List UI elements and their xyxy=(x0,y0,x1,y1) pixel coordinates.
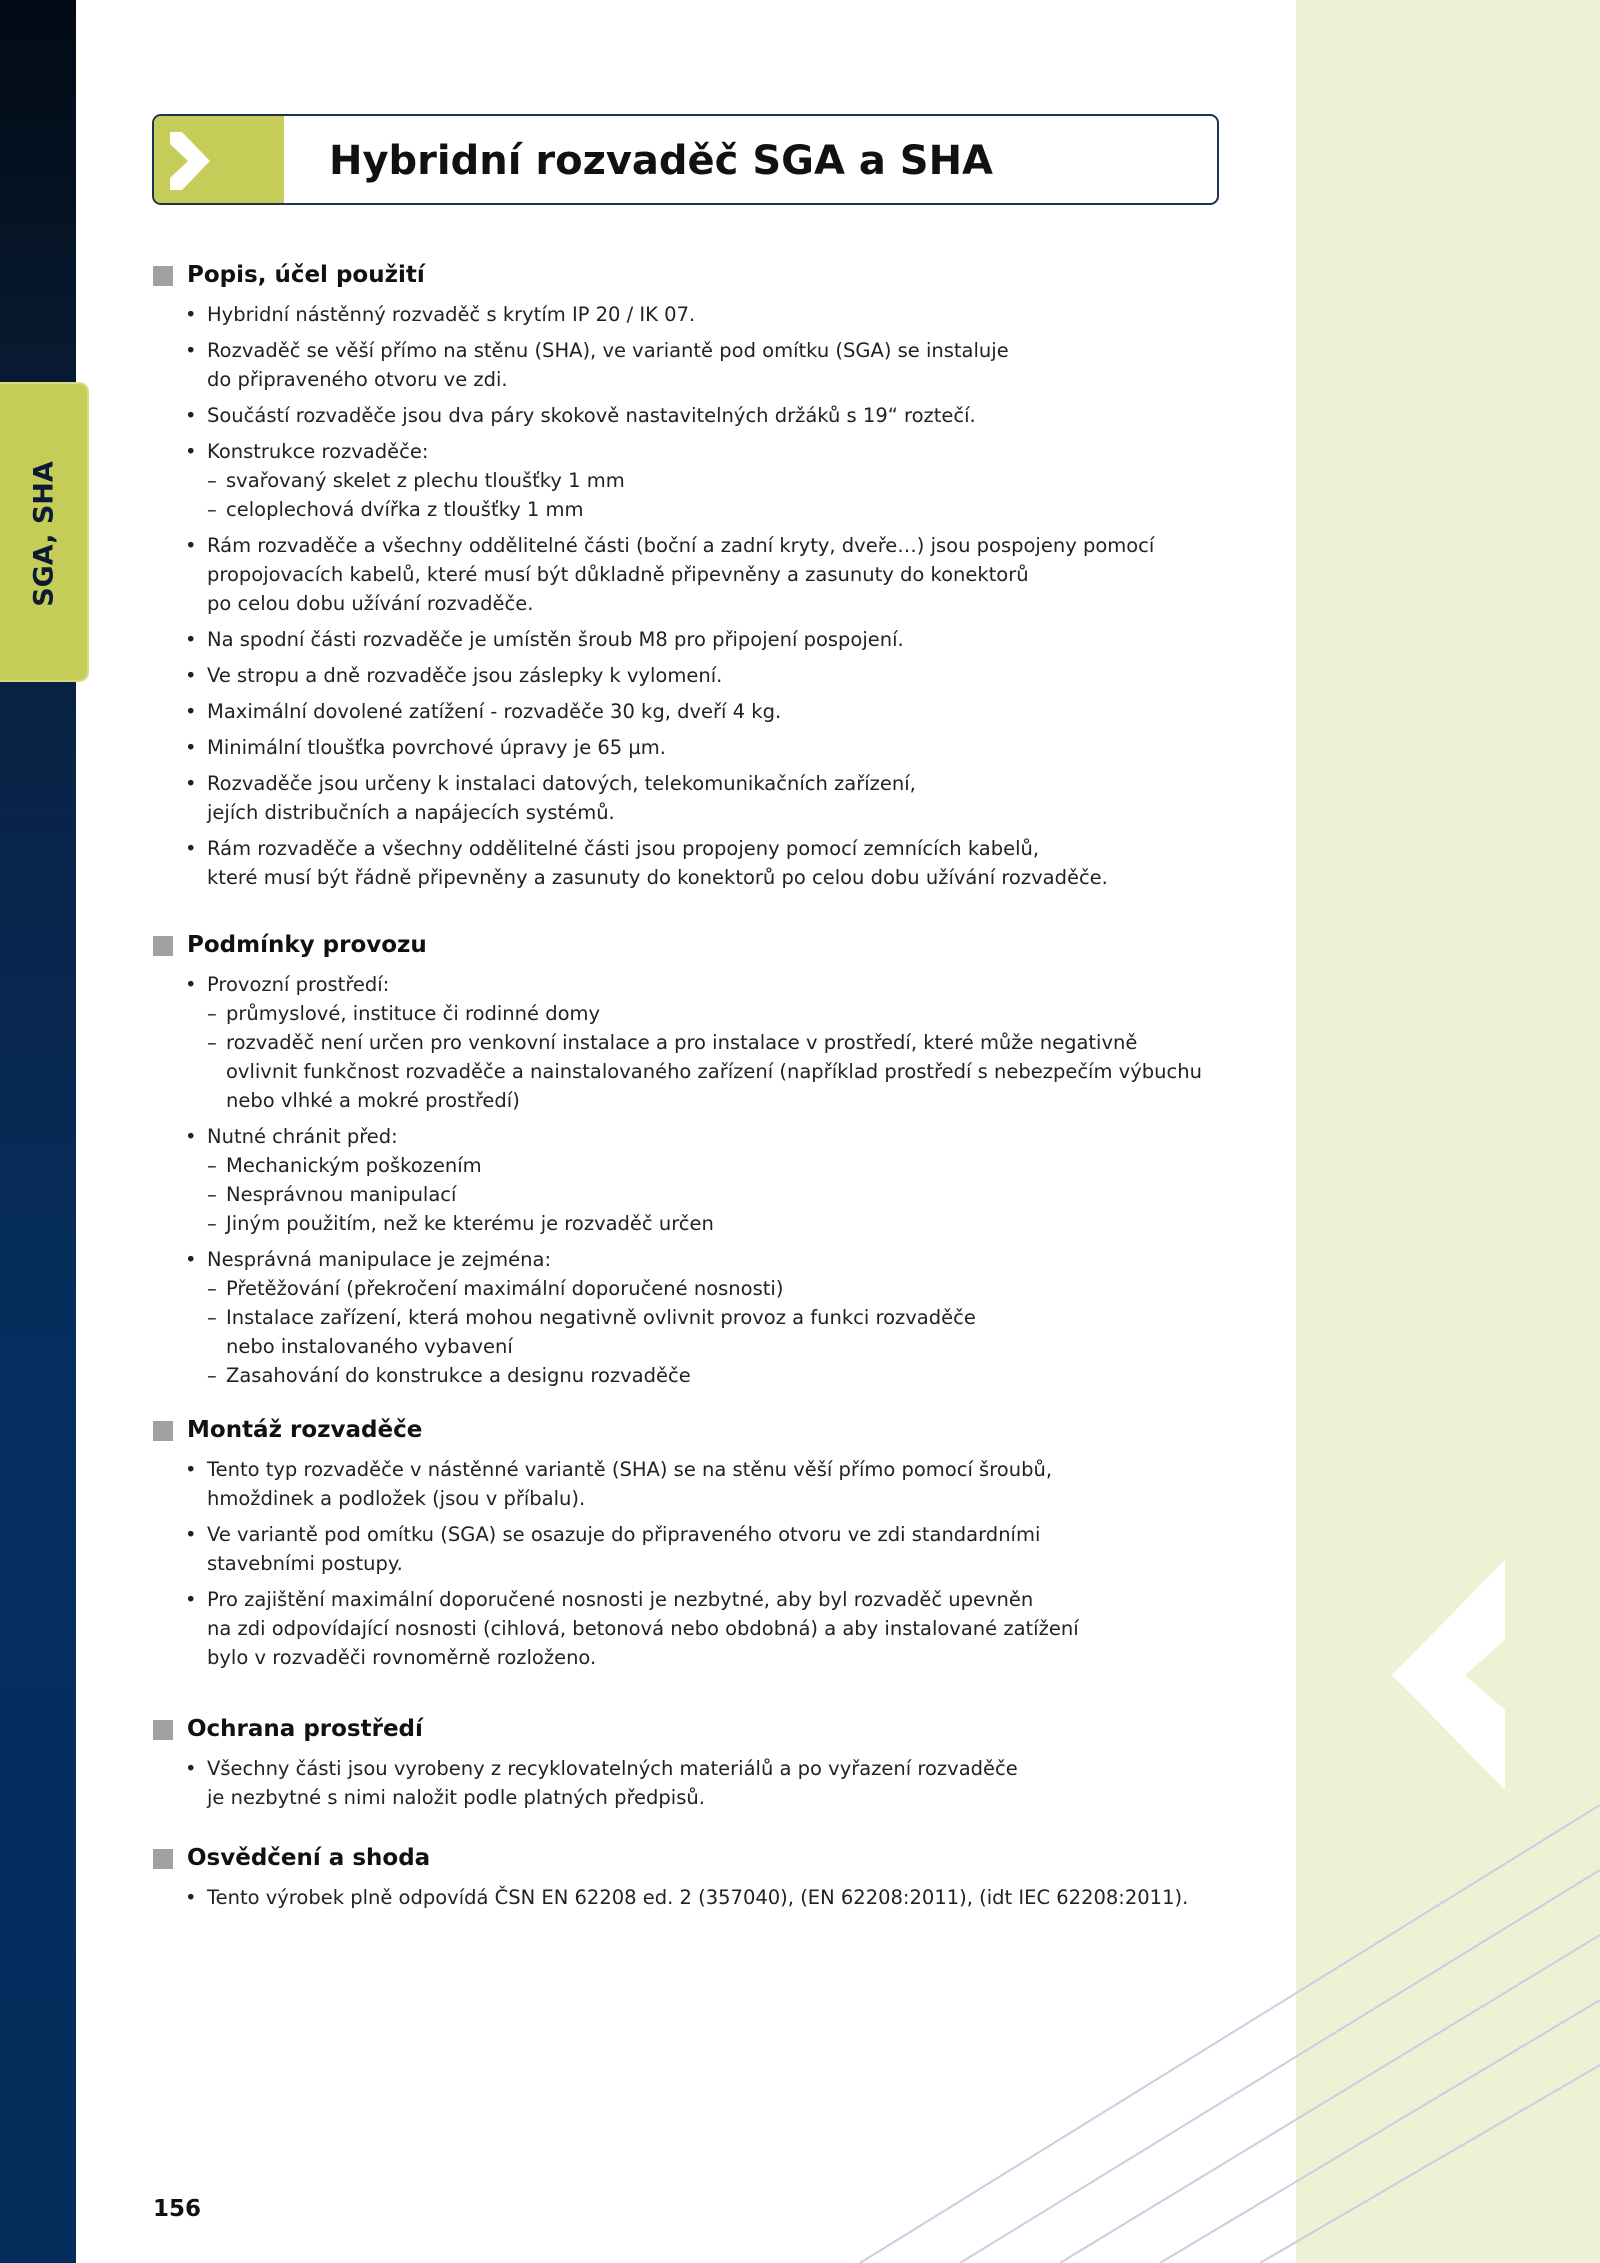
chevron-right-icon xyxy=(170,132,210,190)
square-bullet-icon xyxy=(153,936,173,956)
list-item-text: do připraveného otvoru ve zdi. xyxy=(207,368,508,391)
bullet-icon: • xyxy=(185,973,197,996)
page-number: 156 xyxy=(153,2196,202,2222)
title-banner xyxy=(152,114,1219,205)
chevron-left-icon xyxy=(1392,1560,1505,1790)
dash-icon: – xyxy=(207,469,217,492)
section-podminky xyxy=(153,932,1273,1397)
bullet-icon: • xyxy=(185,1248,197,1271)
sub-item-text: průmyslové, instituce či rodinné domy xyxy=(226,1002,601,1025)
bullet-icon: • xyxy=(185,1125,197,1148)
list-item-text: Nutné chránit před: xyxy=(207,1125,398,1148)
list-item xyxy=(153,531,1273,618)
section-montaz xyxy=(153,1417,1273,1679)
sub-item xyxy=(207,495,1273,524)
sub-item-text: svařovaný skelet z plechu tloušťky 1 mm xyxy=(226,469,625,492)
section-heading-row xyxy=(153,932,1273,964)
side-tab-label: SGA, SHA xyxy=(28,461,60,607)
bullet-list xyxy=(153,1883,1273,1912)
list-item xyxy=(153,697,1273,726)
bullet-icon: • xyxy=(185,1588,197,1611)
sub-item xyxy=(207,1180,1273,1209)
header-chevron-box xyxy=(154,116,284,203)
bullet-icon: • xyxy=(185,404,197,427)
list-item xyxy=(153,1455,1273,1513)
list-item xyxy=(153,300,1273,329)
sub-item xyxy=(207,466,1273,495)
list-item xyxy=(153,1883,1273,1912)
section-heading-row xyxy=(153,1417,1273,1449)
list-item-text: Na spodní části rozvaděče je umístěn šroub M8 pro připojení pospojení. xyxy=(207,628,904,651)
list-item-text: Všechny části jsou vyrobeny z recyklovatelných materiálů a po vyřazení rozvaděče xyxy=(207,1757,1018,1780)
list-item xyxy=(153,401,1273,430)
dash-icon: – xyxy=(207,1306,217,1329)
list-item-text: Pro zajištění maximální doporučené nosnosti je nezbytné, aby byl rozvaděč upevněn xyxy=(207,1588,1034,1611)
list-item-text: Maximální dovolené zatížení - rozvaděče 30 kg, dveří 4 kg. xyxy=(207,700,782,723)
sub-item xyxy=(207,1303,1273,1332)
sub-item-text: Mechanickým poškozením xyxy=(226,1154,482,1177)
sub-item xyxy=(207,1209,1273,1238)
dash-icon: – xyxy=(207,1154,217,1177)
sub-item-text: Nesprávnou manipulací xyxy=(226,1183,457,1206)
list-item-text: jejích distribučních a napájecích systémů. xyxy=(207,801,615,824)
list-item xyxy=(153,970,1273,1115)
bullet-list xyxy=(153,1455,1273,1672)
section-heading-row xyxy=(153,262,1273,294)
section-heading: Podmínky provozu xyxy=(187,932,427,958)
sub-item xyxy=(207,1274,1273,1303)
bullet-list xyxy=(153,970,1273,1390)
list-item xyxy=(153,625,1273,654)
list-item-text: Součástí rozvaděče jsou dva páry skokově nastavitelných držáků s 19“ roztečí. xyxy=(207,404,976,427)
sub-item xyxy=(207,1151,1273,1180)
section-heading-row xyxy=(153,1716,1273,1748)
list-item-text: Ve stropu a dně rozvaděče jsou záslepky k vylomení. xyxy=(207,664,723,687)
list-item xyxy=(153,1754,1273,1812)
dash-icon: – xyxy=(207,1364,217,1387)
sub-item-text: ovlivnit funkčnost rozvaděče a nainstalovaného zařízení (například prostředí s nebezpečím výbuchu xyxy=(226,1060,1202,1083)
list-item-text: Rám rozvaděče a všechny oddělitelné části jsou propojeny pomocí zemnících kabelů, xyxy=(207,837,1040,860)
list-item xyxy=(153,834,1273,892)
section-heading: Popis, účel použití xyxy=(187,262,425,288)
list-item-text: je nezbytné s nimi naložit podle platných předpisů. xyxy=(207,1786,705,1809)
sub-item-text: Zasahování do konstrukce a designu rozvaděče xyxy=(226,1364,691,1387)
list-item-text: Rám rozvaděče a všechny oddělitelné části (boční a zadní kryty, dveře…) jsou pospojeny pomocí xyxy=(207,534,1155,557)
section-heading-row xyxy=(153,1845,1273,1877)
list-item-text: které musí být řádně připevněny a zasunuty do konektorů po celou dobu užívání rozvaděče. xyxy=(207,866,1108,889)
list-item xyxy=(153,1585,1273,1672)
list-item-text: Rozvaděč se věší přímo na stěnu (SHA), ve variantě pod omítku (SGA) se instaluje xyxy=(207,339,1009,362)
sub-item-text: nebo instalovaného vybavení xyxy=(226,1335,513,1358)
list-item-text: hmoždinek a podložek (jsou v příbalu). xyxy=(207,1487,586,1510)
list-item xyxy=(153,336,1273,394)
square-bullet-icon xyxy=(153,1421,173,1441)
bullet-icon: • xyxy=(185,303,197,326)
bullet-icon: • xyxy=(185,736,197,759)
bullet-icon: • xyxy=(185,664,197,687)
list-item-text: Hybridní nástěnný rozvaděč s krytím IP 20 / IK 07. xyxy=(207,303,696,326)
list-item-text: Minimální tloušťka povrchové úpravy je 65 µm. xyxy=(207,736,667,759)
list-item-text: Ve variantě pod omítku (SGA) se osazuje do připraveného otvoru ve zdi standardními xyxy=(207,1523,1041,1546)
dash-icon: – xyxy=(207,1031,217,1054)
list-item xyxy=(153,733,1273,762)
dash-icon: – xyxy=(207,1212,217,1235)
bullet-icon: • xyxy=(185,534,197,557)
list-item xyxy=(153,1122,1273,1238)
list-item-text: stavebními postupy. xyxy=(207,1552,403,1575)
list-item-text: Tento výrobek plně odpovídá ČSN EN 62208 ed. 2 (357040), (EN 62208:2011), (idt IEC 62208:2011). xyxy=(207,1886,1189,1909)
bullet-list xyxy=(153,1754,1273,1812)
bullet-icon: • xyxy=(185,772,197,795)
list-item xyxy=(153,1245,1273,1390)
square-bullet-icon xyxy=(153,1720,173,1740)
list-item-text: po celou dobu užívání rozvaděče. xyxy=(207,592,534,615)
list-item-text: bylo v rozvaděči rovnoměrně rozloženo. xyxy=(207,1646,597,1669)
sub-item-text: celoplechová dvířka z tloušťky 1 mm xyxy=(226,498,584,521)
sub-item-text: rozvaděč není určen pro venkovní instalace a pro instalace v prostředí, které může negativně xyxy=(226,1031,1138,1054)
list-item-text: Nesprávná manipulace je zejména: xyxy=(207,1248,552,1271)
bullet-list xyxy=(153,300,1273,892)
sub-item xyxy=(207,1361,1273,1390)
section-ochrana xyxy=(153,1716,1273,1819)
section-osvedceni xyxy=(153,1845,1273,1919)
dash-icon: – xyxy=(207,1002,217,1025)
sub-item xyxy=(207,999,1273,1028)
bullet-icon: • xyxy=(185,628,197,651)
section-popis xyxy=(153,262,1273,899)
bullet-icon: • xyxy=(185,1886,197,1909)
section-heading: Ochrana prostředí xyxy=(187,1716,423,1742)
bullet-icon: • xyxy=(185,1523,197,1546)
sub-item-text: Jiným použitím, než ke kterému je rozvaděč určen xyxy=(226,1212,714,1235)
list-item-text: Tento typ rozvaděče v nástěnné variantě (SHA) se na stěnu věší přímo pomocí šroubů, xyxy=(207,1458,1053,1481)
list-item-text: Rozvaděče jsou určeny k instalaci datových, telekomunikačních zařízení, xyxy=(207,772,916,795)
sub-item xyxy=(207,1028,1273,1057)
list-item xyxy=(153,1520,1273,1578)
dash-icon: – xyxy=(207,498,217,521)
list-item xyxy=(153,769,1273,827)
square-bullet-icon xyxy=(153,266,173,286)
list-item-text: Konstrukce rozvaděče: xyxy=(207,440,429,463)
bullet-icon: • xyxy=(185,1757,197,1780)
section-heading: Osvědčení a shoda xyxy=(187,1845,431,1871)
bullet-icon: • xyxy=(185,339,197,362)
square-bullet-icon xyxy=(153,1849,173,1869)
dash-icon: – xyxy=(207,1277,217,1300)
list-item-text: propojovacích kabelů, které musí být důkladně připevněny a zasunuty do konektorů xyxy=(207,563,1029,586)
sub-item-text: Přetěžování (překročení maximální doporučené nosnosti) xyxy=(226,1277,784,1300)
page-title: Hybridní rozvaděč SGA a SHA xyxy=(329,138,994,184)
list-item-text: Provozní prostředí: xyxy=(207,973,390,996)
list-item-text: na zdi odpovídající nosnosti (cihlová, betonová nebo obdobná) a aby instalované zatížení xyxy=(207,1617,1079,1640)
list-item xyxy=(153,661,1273,690)
sub-item-text: nebo vlhké a mokré prostředí) xyxy=(226,1089,520,1112)
bullet-icon: • xyxy=(185,700,197,723)
dash-icon: – xyxy=(207,1183,217,1206)
bullet-icon: • xyxy=(185,837,197,860)
section-heading: Montáž rozvaděče xyxy=(187,1417,423,1443)
list-item xyxy=(153,437,1273,524)
bullet-icon: • xyxy=(185,1458,197,1481)
bullet-icon: • xyxy=(185,440,197,463)
sub-item-text: Instalace zařízení, která mohou negativně ovlivnit provoz a funkci rozvaděče xyxy=(226,1306,976,1329)
